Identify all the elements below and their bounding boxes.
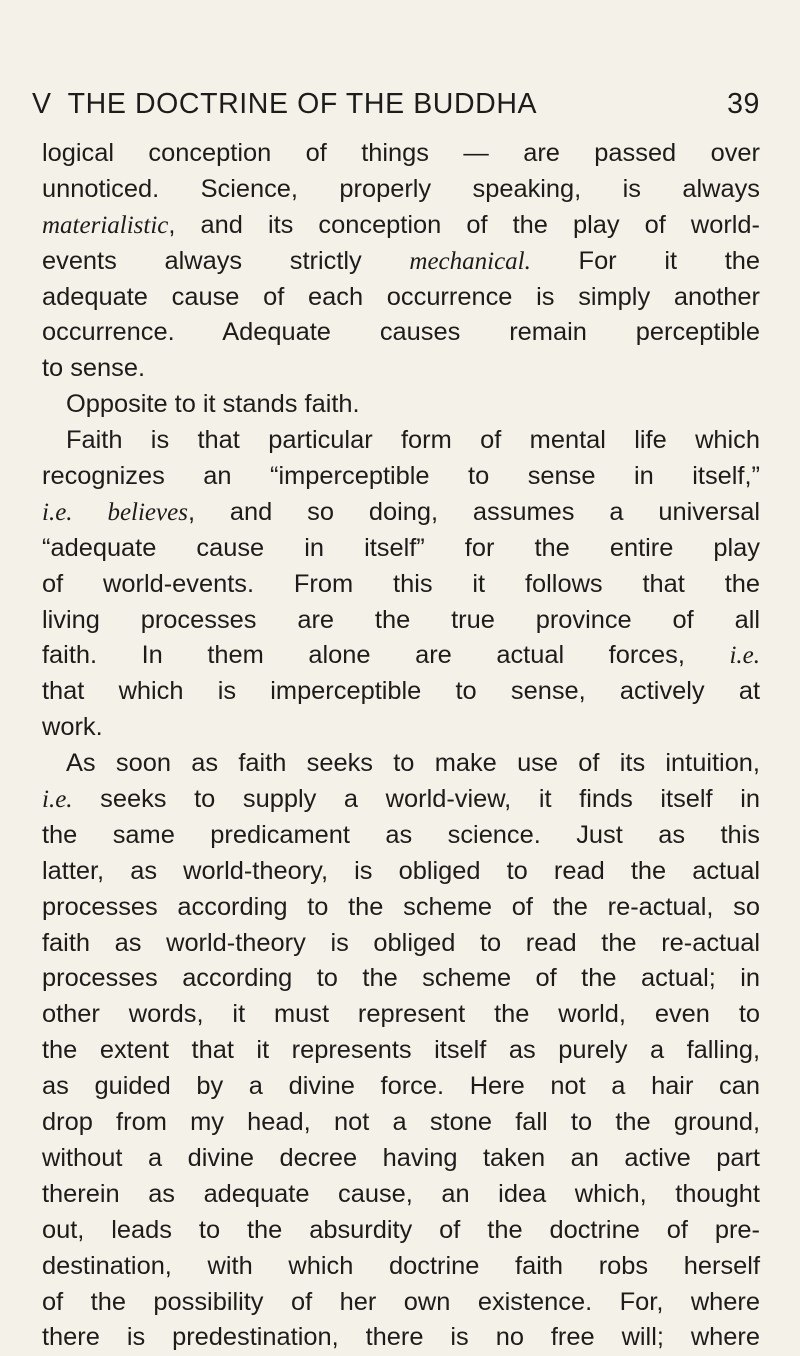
- italic-text: mechanical.: [409, 247, 531, 275]
- running-head: [32, 84, 760, 124]
- text-run: For it the: [530, 246, 760, 275]
- text-line: [42, 244, 760, 280]
- text-run: of world-events. From this it follows that the: [42, 569, 760, 598]
- text-run: recognizes an “imperceptible to sense in itself,”: [42, 462, 760, 491]
- text-run: Faith is that particular form of mental life which: [66, 426, 760, 455]
- text-line: [42, 1213, 760, 1249]
- text-run: , and its conception of the play of world-: [168, 210, 760, 239]
- text-run: out, leads to the absurdity of the doctrine of pre-: [42, 1215, 760, 1244]
- text-run: latter, as world-theory, is obliged to read the actual: [42, 856, 760, 885]
- running-title: THE DOCTRINE OF THE BUDDHA: [67, 88, 538, 120]
- text-run: events always strictly: [42, 246, 410, 275]
- text-line: [42, 1141, 760, 1177]
- text-run: logical conception of things — are passed over: [42, 139, 760, 167]
- text-line: [42, 746, 760, 782]
- italic-text: i.e.: [729, 642, 760, 670]
- page-number: 39: [727, 88, 760, 120]
- text-line: [42, 172, 760, 208]
- text-line: [42, 280, 760, 316]
- text-run: work.: [42, 713, 103, 742]
- text-run: drop from my head, not a stone fall to the ground,: [42, 1108, 760, 1137]
- text-line: [42, 567, 760, 603]
- text-run: as guided by a divine force. Here not a hair can: [42, 1072, 760, 1101]
- text-line: [42, 710, 760, 746]
- text-line: [42, 315, 760, 351]
- text-line: [42, 1069, 760, 1105]
- italic-text: materialistic: [42, 211, 169, 239]
- text-line: [42, 423, 760, 459]
- text-run: the same predicament as science. Just as this: [42, 820, 760, 849]
- text-run: the extent that it represents itself as purely a falling,: [42, 1036, 760, 1065]
- text-run: to sense.: [42, 354, 146, 383]
- text-line: [42, 603, 760, 639]
- text-line: [42, 1285, 760, 1321]
- text-run: adequate cause of each occurrence is simply another: [42, 282, 760, 311]
- text-run: occurrence. Adequate causes remain perceptible: [42, 318, 760, 347]
- text-run: other words, it must represent the world, even to: [42, 1000, 760, 1029]
- text-line: [42, 351, 760, 387]
- text-line: [42, 782, 760, 818]
- text-run: processes according to the scheme of the re-actual, so: [42, 892, 760, 921]
- text-line: [42, 1320, 760, 1356]
- text-run: destination, with which doctrine faith robs herself: [42, 1251, 760, 1280]
- text-line: [42, 136, 760, 172]
- text-line: [42, 495, 760, 531]
- text-line: [42, 531, 760, 567]
- text-run: faith as world-theory is obliged to read the re-actual: [42, 928, 760, 957]
- text-line: [42, 638, 760, 674]
- text-line: [42, 961, 760, 997]
- body-text: [42, 136, 760, 1356]
- text-line: [42, 890, 760, 926]
- italic-text: i.e.: [42, 498, 73, 526]
- text-run: [73, 498, 108, 526]
- text-line: [42, 1033, 760, 1069]
- text-run: faith. In them alone are actual forces,: [42, 641, 730, 670]
- text-line: [42, 459, 760, 495]
- text-line: [42, 818, 760, 854]
- italic-text: i.e.: [42, 786, 73, 814]
- text-run: that which is imperceptible to sense, actively at: [42, 677, 760, 706]
- italic-text: believes: [107, 498, 188, 526]
- text-line: [42, 208, 760, 244]
- text-run: unnoticed. Science, properly speaking, is always: [42, 174, 760, 203]
- text-line: [42, 1177, 760, 1213]
- text-run: of the possibility of her own existence. For, where: [42, 1287, 760, 1316]
- text-run: seeks to supply a world-view, it finds itself in: [72, 785, 760, 814]
- text-run: processes according to the scheme of the actual; in: [42, 964, 760, 993]
- chapter-number: V: [32, 88, 52, 120]
- text-line: [42, 926, 760, 962]
- text-line: [42, 387, 760, 423]
- text-run: Opposite to it stands faith.: [66, 390, 360, 419]
- text-run: living processes are the true province of all: [42, 605, 760, 634]
- text-line: [42, 674, 760, 710]
- text-run: “adequate cause in itself” for the entire play: [42, 533, 760, 562]
- text-line: [42, 1249, 760, 1285]
- text-run: therein as adequate cause, an idea which, thought: [42, 1179, 760, 1208]
- text-run: As soon as faith seeks to make use of its intuition,: [66, 749, 760, 778]
- text-line: [42, 854, 760, 890]
- text-run: there is predestination, there is no free will; where: [42, 1323, 760, 1352]
- text-run: without a divine decree having taken an active part: [42, 1143, 760, 1172]
- text-line: [42, 1105, 760, 1141]
- text-line: [42, 997, 760, 1033]
- text-run: , and so doing, assumes a universal: [187, 497, 760, 526]
